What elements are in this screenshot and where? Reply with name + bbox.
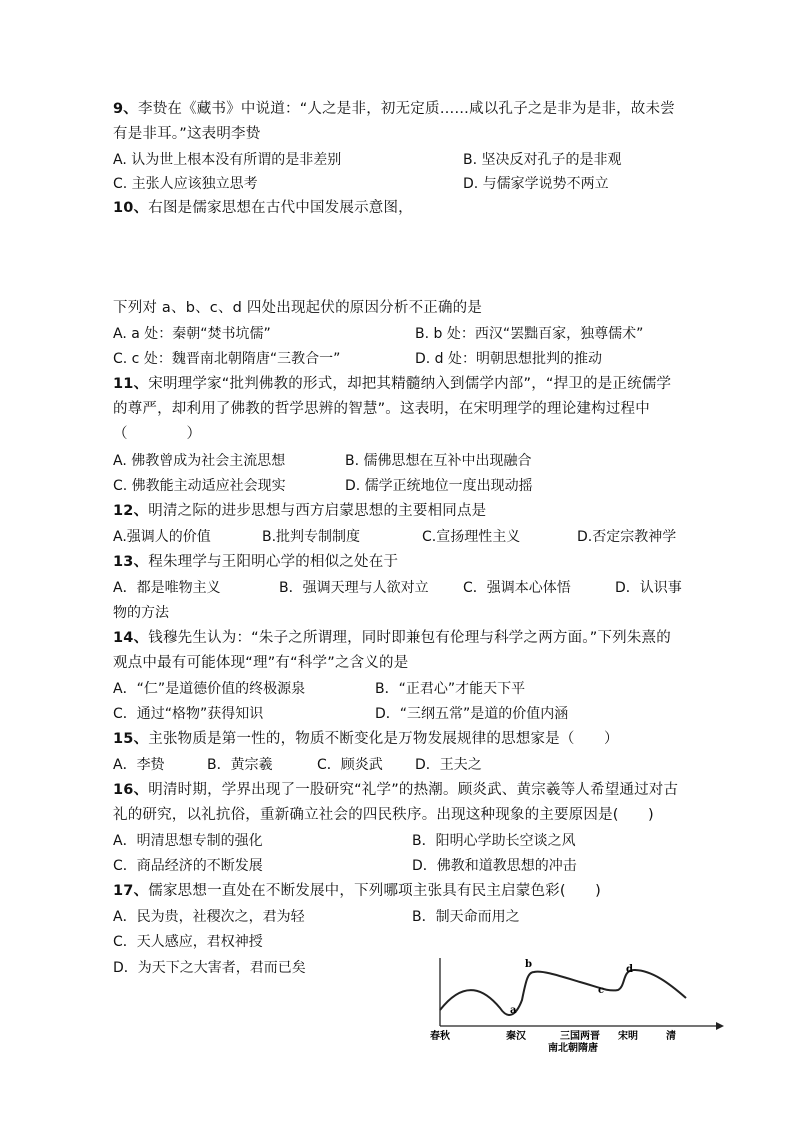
q13-option-c: C．强调本心体悟 [463, 580, 571, 596]
q11-option-d: D. 儒学正统地位一度出现动摇 [345, 478, 533, 494]
q14-option-d: D．“三纲五常”是道的价值内涵 [375, 706, 569, 722]
q11-option-a: A. 佛教曾成为社会主流思想 [113, 453, 286, 469]
q17-stem-text: 儒家思想一直处在不断发展中，下列哪项主张具有民主启蒙色彩( ) [148, 883, 601, 899]
q13-option-d: D．认识事 [615, 580, 682, 596]
q9-option-a: A. 认为世上根本没有所谓的是非差别 [113, 152, 342, 168]
q13-option-d-cont: 物的方法 [113, 605, 169, 621]
q12-stem-text: 明清之际的进步思想与西方启蒙思想的主要相同点是 [148, 503, 487, 519]
q11-answer-blank: （ ） [113, 426, 202, 442]
axis-label-nanbeichao: 南北朝隋唐 [548, 1043, 598, 1054]
q14-number: 14、 [113, 630, 149, 646]
axis-label-chunqiu: 春秋 [430, 1031, 450, 1042]
q11-option-c: C. 佛教能主动适应社会现实 [113, 478, 286, 494]
point-label-c: c [598, 985, 605, 996]
q10-option-b: B. b 处：西汉“罢黜百家，独尊儒术” [415, 326, 644, 342]
q13-stem-line1 [113, 552, 398, 572]
point-label-d: d [626, 964, 633, 975]
q9-stem-line2: 有是非耳。”这表明李贽 [113, 126, 261, 142]
axis-arrow [716, 1022, 724, 1030]
q10-stem-text: 右图是儒家思想在古代中国发展示意图， [148, 200, 413, 216]
q17-option-a: A．民为贵，社稷次之，君为轻 [113, 909, 305, 925]
q14-option-c: C．通过“格物”获得知识 [113, 706, 264, 722]
q15-stem-line1 [113, 729, 619, 749]
q16-option-d: D．佛教和道教思想的冲击 [412, 858, 577, 874]
q9-option-c: C. 主张人应该独立思考 [113, 176, 258, 192]
q17-stem-line1 [113, 881, 601, 901]
q11-stem-line1 [113, 374, 671, 394]
q17-option-c: C．天人感应，君权神授 [113, 934, 263, 950]
q12-option-d: D.否定宗教神学 [577, 529, 677, 545]
q11-number: 11、 [113, 376, 149, 392]
q14-stem-text: 钱穆先生认为：“朱子之所谓理，同时即兼包有伦理与科学之两方面。”下列朱熹的 [148, 630, 671, 646]
q14-option-b: B．“正君心”才能天下平 [375, 681, 526, 697]
q11-stem-line2: 的尊严，却利用了佛教的哲学思辨的智慧”。这表明，在宋明理学的理论建构过程中 [113, 401, 650, 417]
q16-stem-line2: 礼的研究，以礼抗俗，重新确立社会的四民秩序。出现这种现象的主要原因是( ) [113, 807, 654, 823]
q10-stem-line2: 下列对 a、b、c、d 四处出现起伏的原因分析不正确的是 [113, 300, 483, 316]
q13-option-a: A．都是唯物主义 [113, 580, 221, 596]
q9-option-b: B. 坚决反对孔子的是非观 [463, 152, 622, 168]
q15-option-a: A．李贽 [113, 757, 165, 773]
q9-option-d: D. 与儒家学说势不两立 [463, 176, 609, 192]
q12-option-c: C.宣扬理性主义 [422, 529, 521, 545]
point-label-b: b [525, 959, 532, 970]
q17-number: 17、 [113, 883, 149, 899]
confucianism-development-figure [430, 950, 724, 1056]
q13-option-b: B．强调天理与人欲对立 [279, 580, 429, 596]
axis-label-songming: 宋明 [618, 1031, 638, 1042]
q15-option-b: B．黄宗羲 [207, 757, 273, 773]
q14-stem-line2: 观点中最有可能体现“理”有“科学”之含义的是 [113, 655, 409, 671]
q12-stem-line1 [113, 501, 486, 521]
q15-option-d: D．王夫之 [415, 757, 482, 773]
q12-number: 12、 [113, 503, 149, 519]
q14-option-a: A．“仁”是道德价值的终极源泉 [113, 681, 306, 697]
q10-number: 10、 [113, 200, 149, 216]
q16-stem-line1 [113, 780, 678, 800]
q11-stem-text: 宋明理学家“批判佛教的形式，却把其精髓纳入到儒学内部”，“捍卫的是正统儒学 [148, 376, 672, 392]
q9-number: 9、 [113, 101, 138, 117]
q10-stem-line1 [113, 198, 413, 218]
axis-label-sanguo: 三国两晋 [560, 1031, 600, 1042]
axis-label-qinhan: 秦汉 [506, 1031, 526, 1042]
q16-option-b: B．阳明心学助长空谈之风 [412, 833, 576, 849]
q10-option-d: D. d 处：明朝思想批判的推动 [415, 351, 603, 367]
q14-stem-line1 [113, 628, 671, 648]
q17-option-d: D．为天下之大害者，君而已矣 [113, 960, 306, 976]
q13-number: 13、 [113, 554, 149, 570]
q10-option-c: C. c 处：魏晋南北朝隋唐“三教合一” [113, 351, 341, 367]
q16-option-a: A．明清思想专制的强化 [113, 833, 263, 849]
q16-number: 16、 [113, 782, 149, 798]
point-label-a: a [510, 1005, 517, 1016]
q9-stem-line1 [113, 99, 675, 119]
q10-option-a: A. a 处：秦朝“焚书坑儒” [113, 326, 271, 342]
q15-option-c: C．顾炎武 [317, 757, 383, 773]
development-curve [440, 970, 686, 1015]
development-curve-diagram [430, 950, 724, 1056]
q9-stem-text: 李贽在《藏书》中说道：“人之是非，初无定质……咸以孔子之是非为是非，故未尝 [138, 101, 675, 117]
q16-option-c: C．商品经济的不断发展 [113, 858, 263, 874]
q15-number: 15、 [113, 731, 149, 747]
axis-label-qing: 清 [666, 1031, 676, 1042]
q13-stem-text: 程朱理学与王阳明心学的相似之处在于 [148, 554, 399, 570]
q11-option-b: B. 儒佛思想在互补中出现融合 [345, 453, 532, 469]
q12-option-b: B.批判专制制度 [262, 529, 361, 545]
q17-option-b: B．制天命而用之 [412, 909, 520, 925]
q12-option-a: A.强调人的价值 [113, 529, 211, 545]
q15-stem-text: 主张物质是第一性的，物质不断变化是万物发展规律的思想家是（ ） [148, 731, 619, 747]
q16-stem-text: 明清时期，学界出现了一股研究“礼学”的热潮。顾炎武、黄宗羲等人希望通过对古 [148, 782, 679, 798]
